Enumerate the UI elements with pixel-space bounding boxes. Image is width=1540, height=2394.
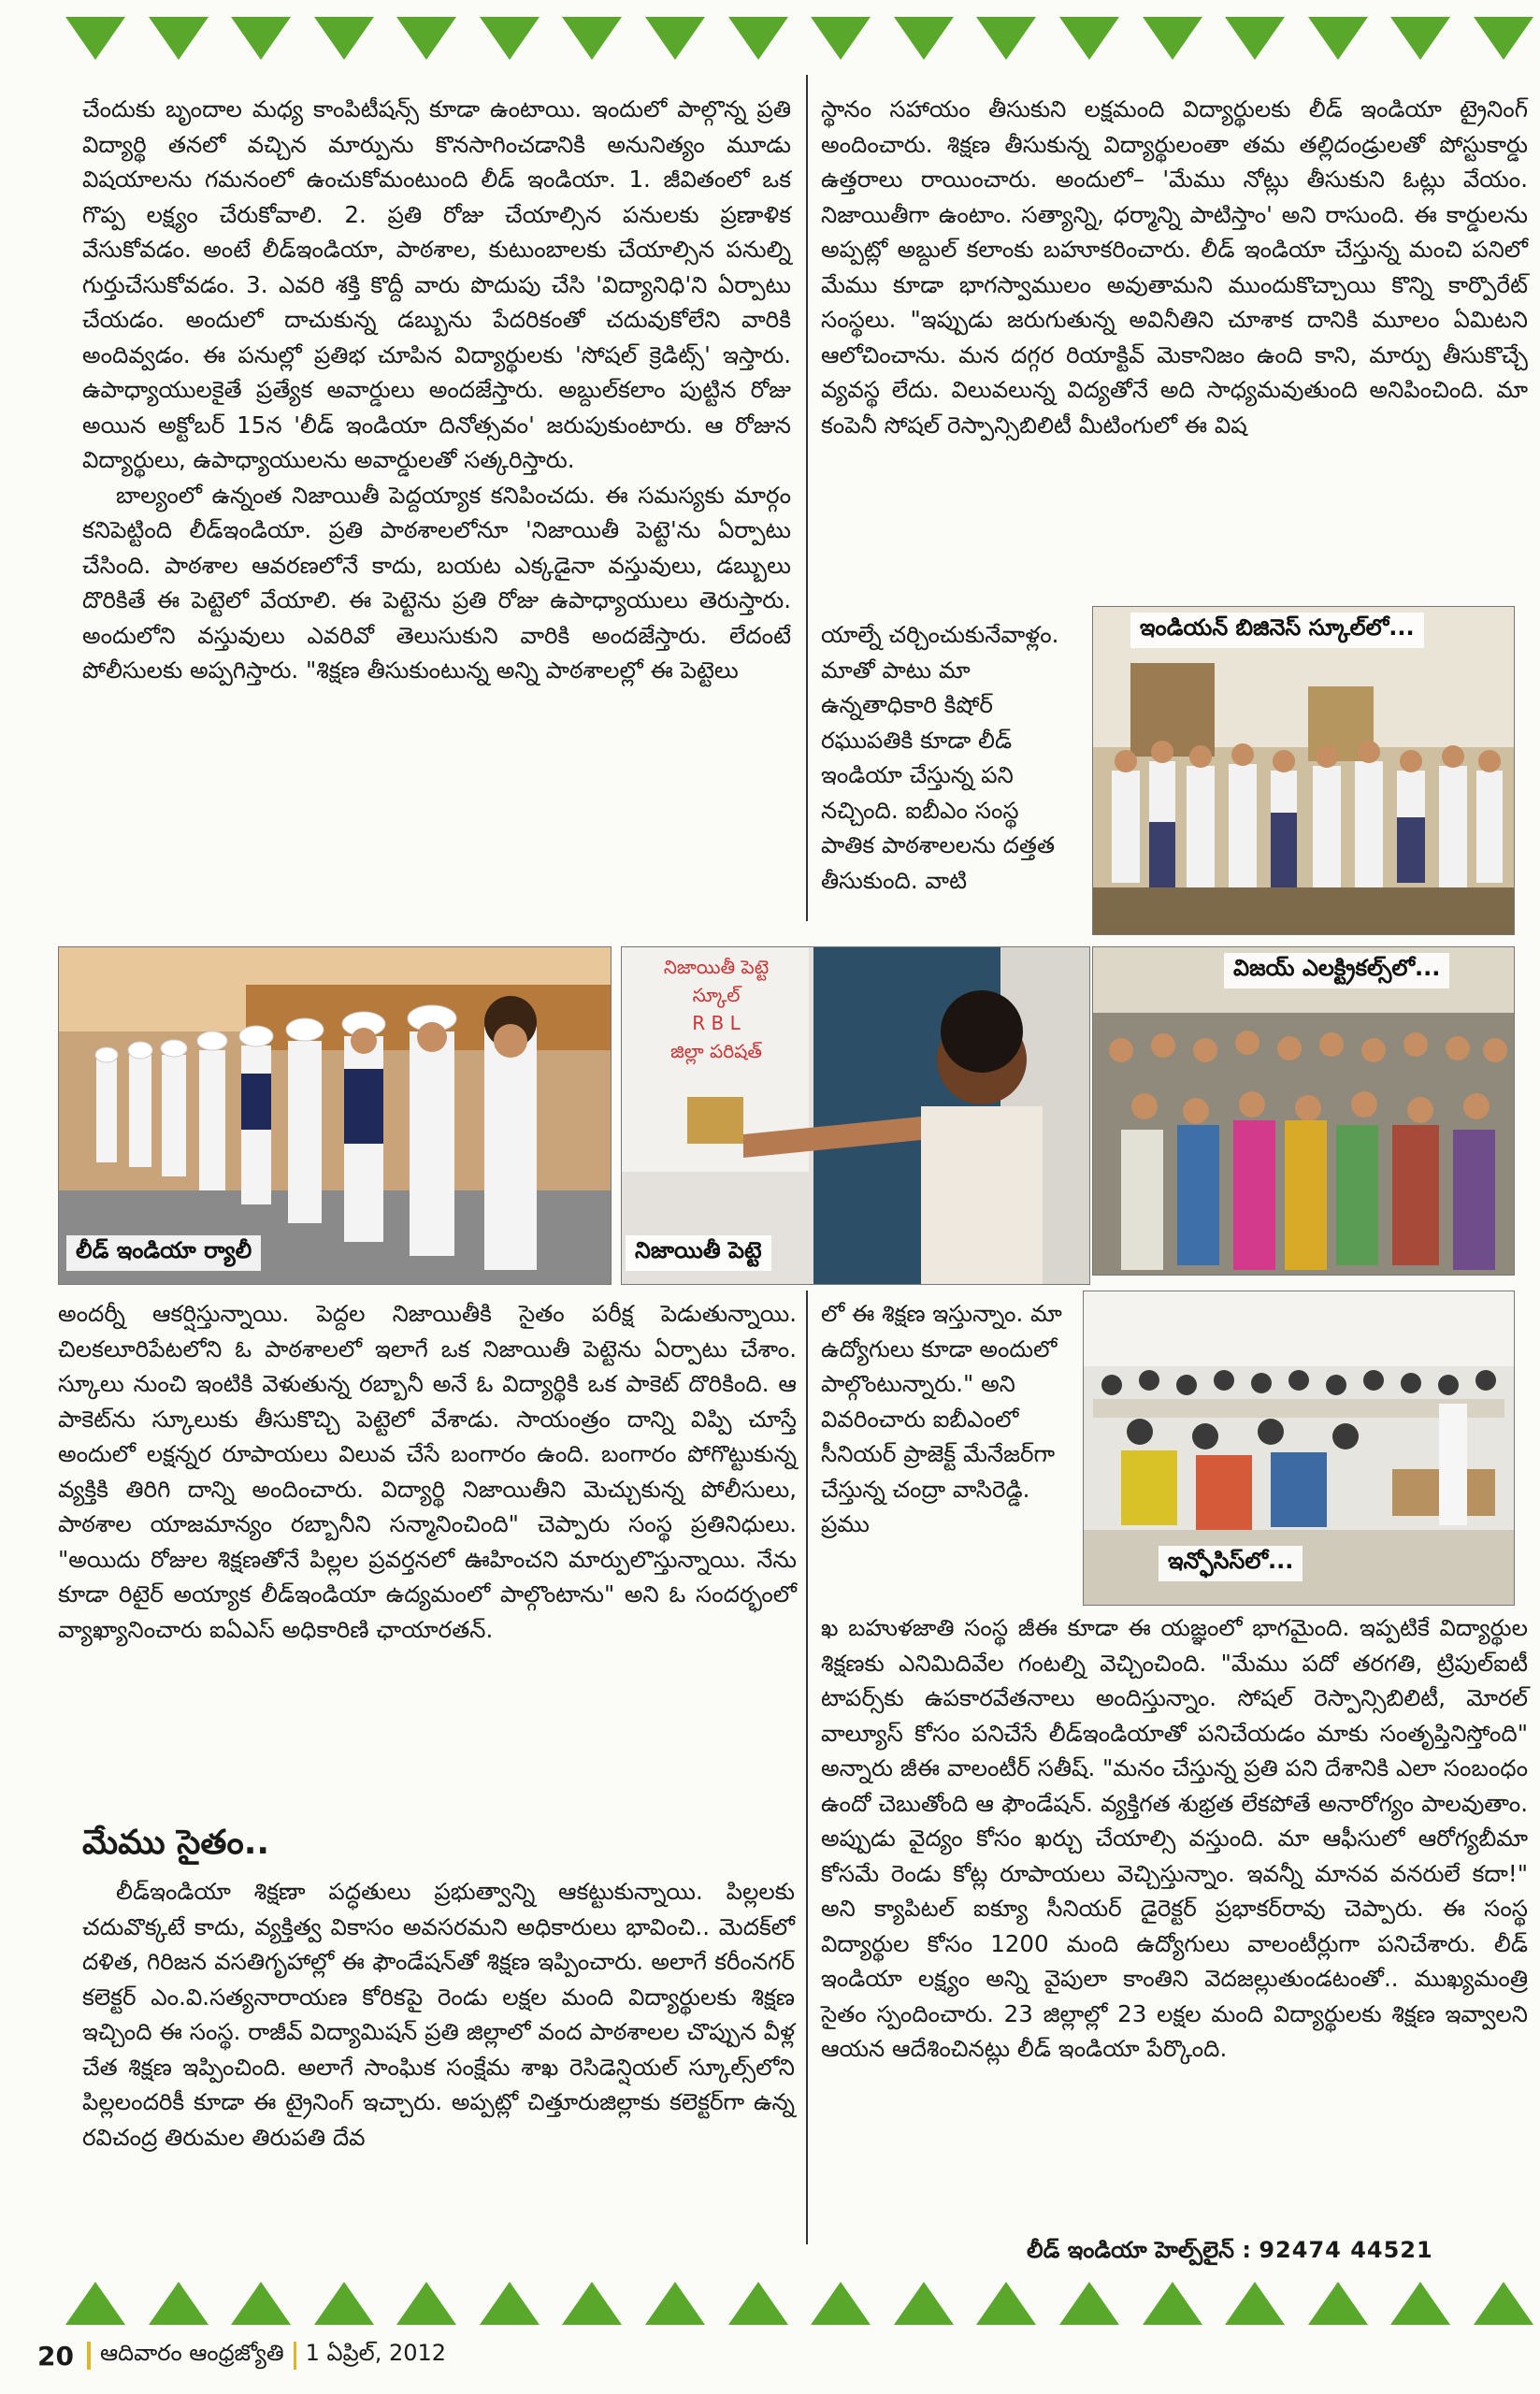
rally-photo: [58, 946, 612, 1285]
isb-group-photo: [1092, 606, 1515, 935]
page-footer: [37, 2340, 446, 2372]
paragraph: లో ఈ శిక్షణ ఇస్తున్నాం. మా ఉద్యోగులు కూడా అందులో పాల్గొంటున్నారు." అని వివరించారు ఐబీఎంలో సీనియర్ ప్రాజెక్ట్ మేనేజర్‌గా చేస్తున్న చంద్రా వాసిరెడ్డి. ప్రము: [821, 1300, 1062, 1537]
box-sign-line: స్కూల్: [692, 984, 741, 1006]
article-right-bottom: [821, 1610, 1528, 2067]
photo-caption: నిజాయితీ పెట్టె: [626, 1235, 771, 1271]
paragraph: ఖ బహుళజాతి సంస్థ జీఈ కూడా ఈ యజ్ఞంలో భాగమైంది. ఇప్పటికే విద్యార్థుల శిక్షణకు ఎనిమిదివేల గంటల్ని వెచ్చించింది. "మేము పదో తరగతి, ట్రిపుల్‌ఐటీ టాపర్స్‌కు ఉపకారవేతనాలు అందిస్తున్నాం. సోషల్ రెస్పాన్సిబిలిటీ, మోరల్ వాల్యూస్ కోసం పనిచేసే లీడ్‌ఇండియాతో పనిచేయడం మాకు సంతృప్తినిస్తోంది" అన్నారు జీఈ వాలంటీర్ సతీష్. "మనం చేస్తున్న ప్రతి పని దేశానికి ఎలా సంబంధం ఉందో చెబుతోంది ఆ ఫౌండేషన్. వ్యక్తిగత శుభ్రత లేకపోతే అనారోగ్యం పాలవుతాం. అప్పుడు వైద్యం కోసం ఖర్చు చేయాల్సి వస్తుంది. మా ఆఫీసులో ఆరోగ్యబీమా కోసమే రెండు కోట్ల రూపాయలు వెచ్చిస్తున్నాం. ఇవన్నీ మానవ వనరులే కదా!" అని క్యాపిటల్ ఐక్యూ సీనియర్ డైరెక్టర్ ప్రభాకర్‌రావు చెప్పారు. ఈ సంస్థ విద్యార్థుల కోసం 1200 మంది ఉద్యోగులు వాలంటీర్లుగా పనిచేశారు. లీడ్ ఇండియా లక్ష్యం అన్ని వైపులా కాంతిని వెదజల్లుతుండటంతో.. ముఖ్యమంత్రి సైతం స్పందించారు. 23 జిల్లాల్లో 23 లక్షల మంది విద్యార్థులకు శిక్షణ ఇవ్వాలని ఆయన ఆదేశించినట్లు లీడ్ ఇండియా పేర్కొంది.: [821, 1614, 1528, 2062]
box-sign-line: R B L: [692, 1012, 741, 1034]
paragraph: బాల్యంలో ఉన్నంత నిజాయితీ పెద్దయ్యాక కనిపించదు. ఈ సమస్యకు మార్గం కనిపెట్టింది లీడ్‌ఇండియా. ప్రతి పాఠశాలలోనూ 'నిజాయితీ పెట్టె'ను ఏర్పాటు చేసింది. పాఠశాల ఆవరణలోనే కాదు, బయట ఎక్కడైనా వస్తువులు, డబ్బులు దొరికితే ఈ పెట్టెలో వేయాలి. ఈ పెట్టెను ప్రతి రోజు ఉపాధ్యాయులు తెరుస్తారు. అందులోని వస్తువులు ఎవరివో తెలుసుకుని వారికి అందజేస్తారు. లేదంటే పోలీసులకు అప్పగిస్తారు. "శిక్షణ తీసుకుంటున్న అన్ని పాఠశాలల్లో ఈ పెట్టెలు: [82, 481, 791, 684]
paragraph: చేందుకు బృందాల మధ్య కాంపిటీషన్స్ కూడా ఉంటాయి. ఇందులో పాల్గొన్న ప్రతి విద్యార్థి తనలో వచ్చిన మార్పును కొనసాగించడానికి అనునిత్యం మూడు విషయాలను గమనంలో ఉంచుకోమంటుంది లీడ్ ఇండియా. 1. జీవితంలో ఒక గొప్ప లక్ష్యం చేరుకోవాలి. 2. ప్రతి రోజు చేయాల్సిన పనులకు ప్రణాళిక వేసుకోవడం. అంటే లీడ్‌ఇండియా, పాఠశాల, కుటుంబాలకు చేయాల్సిన పనుల్ని గుర్తుచేసుకోవడం. 3. ఎవరి శక్తి కొద్దీ వారు పొదుపు చేసి 'విద్యానిధి'ని ఏర్పాటు చేయడం. అందులో దాచుకున్న డబ్బును పేదరికంతో చదువుకోలేని వారికి అందివ్వడం. ఈ పనుల్లో ప్రతిభ చూపిన విద్యార్థులకు 'సోషల్ క్రెడిట్స్' ఇస్తారు. ఉపాధ్యాయులకైతే ప్రత్యేక అవార్డులు అందజేస్తారు. అబ్దుల్‌కలాం పుట్టిన రోజు అయిన అక్టోబర్ 15న 'లీడ్ ఇండియా దినోత్సవం' జరుపుకుంటారు. ఆ రోజున విద్యార్థులు, ఉపాధ్యాయులను అవార్డులతో సత్కరిస్తారు.: [82, 95, 791, 473]
top-triangle-border: [65, 17, 1533, 64]
page-number: 20: [37, 2340, 74, 2372]
section-heading: మేము సైతం..: [82, 1824, 270, 1862]
article-narrow-lower: [821, 1296, 1072, 1542]
publication-name: ఆదివారం ఆంధ్రజ్యోతి: [99, 2340, 284, 2366]
helpline-number: 92474 44521: [1259, 2237, 1433, 2263]
column-divider: [806, 75, 808, 921]
paragraph: అందర్నీ ఆకర్షిస్తున్నాయి. పెద్దల నిజాయితీకి సైతం పరీక్ష పెడుతున్నాయి. చిలకలూరిపేటలోని ఓ పాఠశాలలో ఇలాగే ఒక నిజాయితీ పెట్టెను ఏర్పాటు చేశాం. స్కూలు నుంచి ఇంటికి వెళుతున్న రబ్బానీ అనే ఓ విద్యార్థికి ఒక పాకెట్ దొరికింది. ఆ పాకెట్‌ను స్కూలుకు తీసుకొచ్చి పెట్టెలో వేశాడు. సాయంత్రం దాన్ని విప్పి చూస్తే అందులో లక్షన్నర రూపాయలు విలువ చేసే బంగారం ఉంది. బంగారం పోగొట్టుకున్న వ్యక్తికి తిరిగి దాన్ని అందించారు. విద్యార్థి నిజాయితీని మెచ్చుకున్న పోలీసులు, పాఠశాల యాజమాన్యం రబ్బానీని సన్మానించింది" చెప్పారు సంస్థ ప్రతినిధులు. "అయిదు రోజుల శిక్షణతోనే పిల్లల ప్రవర్తనలో ఊహించని మార్పులొస్తున్నాయి. నేను కూడా రిటైర్ అయ్యాక లీడ్‌ఇండియా ఉద్యమంలో పాల్గొంటాను" అని ఓ సందర్భంలో వ్యాఖ్యానించారు ఐఏఎస్ అధికారిణి ఛాయారతన్.: [58, 1300, 797, 1643]
photo-caption: ఇండియన్ బిజినెస్ స్కూల్‌లో...: [1130, 613, 1424, 648]
article-narrow-top: [821, 617, 1073, 898]
box-sign-line: జిల్లా పరిషత్: [670, 1040, 762, 1062]
footer-divider: [294, 2342, 296, 2370]
bottom-triangle-border: [65, 2282, 1533, 2329]
column-divider: [806, 1291, 808, 2244]
vijay-electricals-photo: [1092, 946, 1515, 1276]
paragraph: యాల్నే చర్చించుకునేవాళ్లం. మాతో పాటు మా ఉన్నతాధికారి కిషోర్ రఘుపతికి కూడా లీడ్ ఇండియా చేస్తున్న పని నచ్చింది. ఐబీఎం సంస్థ పాతిక పాఠశాలలను దత్తత తీసుకుంది. వాటి: [821, 621, 1059, 894]
infosys-photo: [1083, 1291, 1515, 1606]
footer-divider: [87, 2342, 91, 2370]
box-sign-line: నిజాయితీ పెట్టె: [663, 956, 770, 978]
article-left-bottom: [82, 1874, 795, 2155]
paragraph: లీడ్‌ఇండియా శిక్షణా పద్ధతులు ప్రభుత్వాన్ని ఆకట్టుకున్నాయి. పిల్లలకు చదువొక్కటే కాదు, వ్యక్తిత్వ వికాసం అవసరమని అధికారులు భావించి.. మెదక్‌లో దళిత, గిరిజన వసతిగృహాల్లో ఈ ఫౌండేషన్‌తో శిక్షణ ఇప్పించారు. అలాగే కరీంనగర్ కలెక్టర్ ఎం.వి.సత్యనారాయణ కోరికపై రెండు లక్షల మంది విద్యార్థులకు శిక్షణ ఇచ్చింది ఈ సంస్థ. రాజీవ్ విద్యామిషన్ ప్రతి జిల్లాలో వంద పాఠశాలల చొప్పున వీళ్ల చేత శిక్షణ ఇప్పించింది. అలాగే సాంఘిక సంక్షేమ శాఖ రెసిడెన్షియల్ స్కూల్స్‌లోని పిల్లలందరికీ కూడా ఈ ట్రైనింగ్ ఇచ్చారు. అప్పట్లో చిత్తూరుజిల్లాకు కలెక్టర్‌గా ఉన్న రవిచంద్ర తిరుమల తిరుపతి దేవ: [82, 1878, 795, 2151]
article-left-mid: [58, 1296, 797, 1647]
helpline: [1027, 2237, 1433, 2269]
photo-caption: లీడ్ ఇండియా ర్యాలీ: [66, 1235, 261, 1271]
article-left-top: [82, 92, 791, 688]
box-sign: [637, 953, 796, 1065]
photo-caption: విజయ్ ఎలక్ట్రికల్స్‌లో...: [1224, 953, 1449, 988]
helpline-label: లీడ్ ఇండియా హెల్ప్‌లైన్ :: [1027, 2237, 1251, 2263]
paragraph: స్థానం సహాయం తీసుకుని లక్షమంది విద్యార్థులకు లీడ్ ఇండియా ట్రైనింగ్ అందించారు. శిక్షణ తీసుకున్న విద్యార్థులంతా తమ తల్లిదండ్రులతో పోస్టుకార్డు ఉత్తరాలు రాయించారు. అందులో– 'మేము నోట్లు తీసుకుని ఓట్లు వేయం. నిజాయితీగా ఉంటాం. సత్యాన్ని, ధర్మాన్ని పాటిస్తాం' అని రాసుంది. ఈ కార్డులను అప్పట్లో అబ్దుల్ కలాంకు బహూకరించారు. లీడ్ ఇండియా చేస్తున్న మంచి పనిలో మేము కూడా భాగస్వాములం అవుతామని ముందుకొచ్చాయి కొన్ని కార్పొరేట్ సంస్థలు. "ఇప్పుడు జరుగుతున్న అవినీతిని చూశాక దానికి మూలం ఏమిటని ఆలోచించాను. మన దగ్గర రియాక్టివ్ మెకానిజం ఉంది కాని, మార్పు తీసుకొచ్చే వ్యవస్థ లేదు. విలువలున్న విద్యతోనే అది సాధ్యమవుతుంది అనిపించింది. మా కంపెనీ సోషల్ రెస్పాన్సిబిలిటీ మీటింగులో ఈ విష: [821, 95, 1528, 439]
honesty-box-photo: [621, 946, 1090, 1285]
photo-caption: ఇన్ఫోసిస్‌లో...: [1159, 1546, 1303, 1581]
publication-date: 1 ఏప్రిల్, 2012: [305, 2340, 447, 2366]
article-right-top: [821, 92, 1528, 442]
